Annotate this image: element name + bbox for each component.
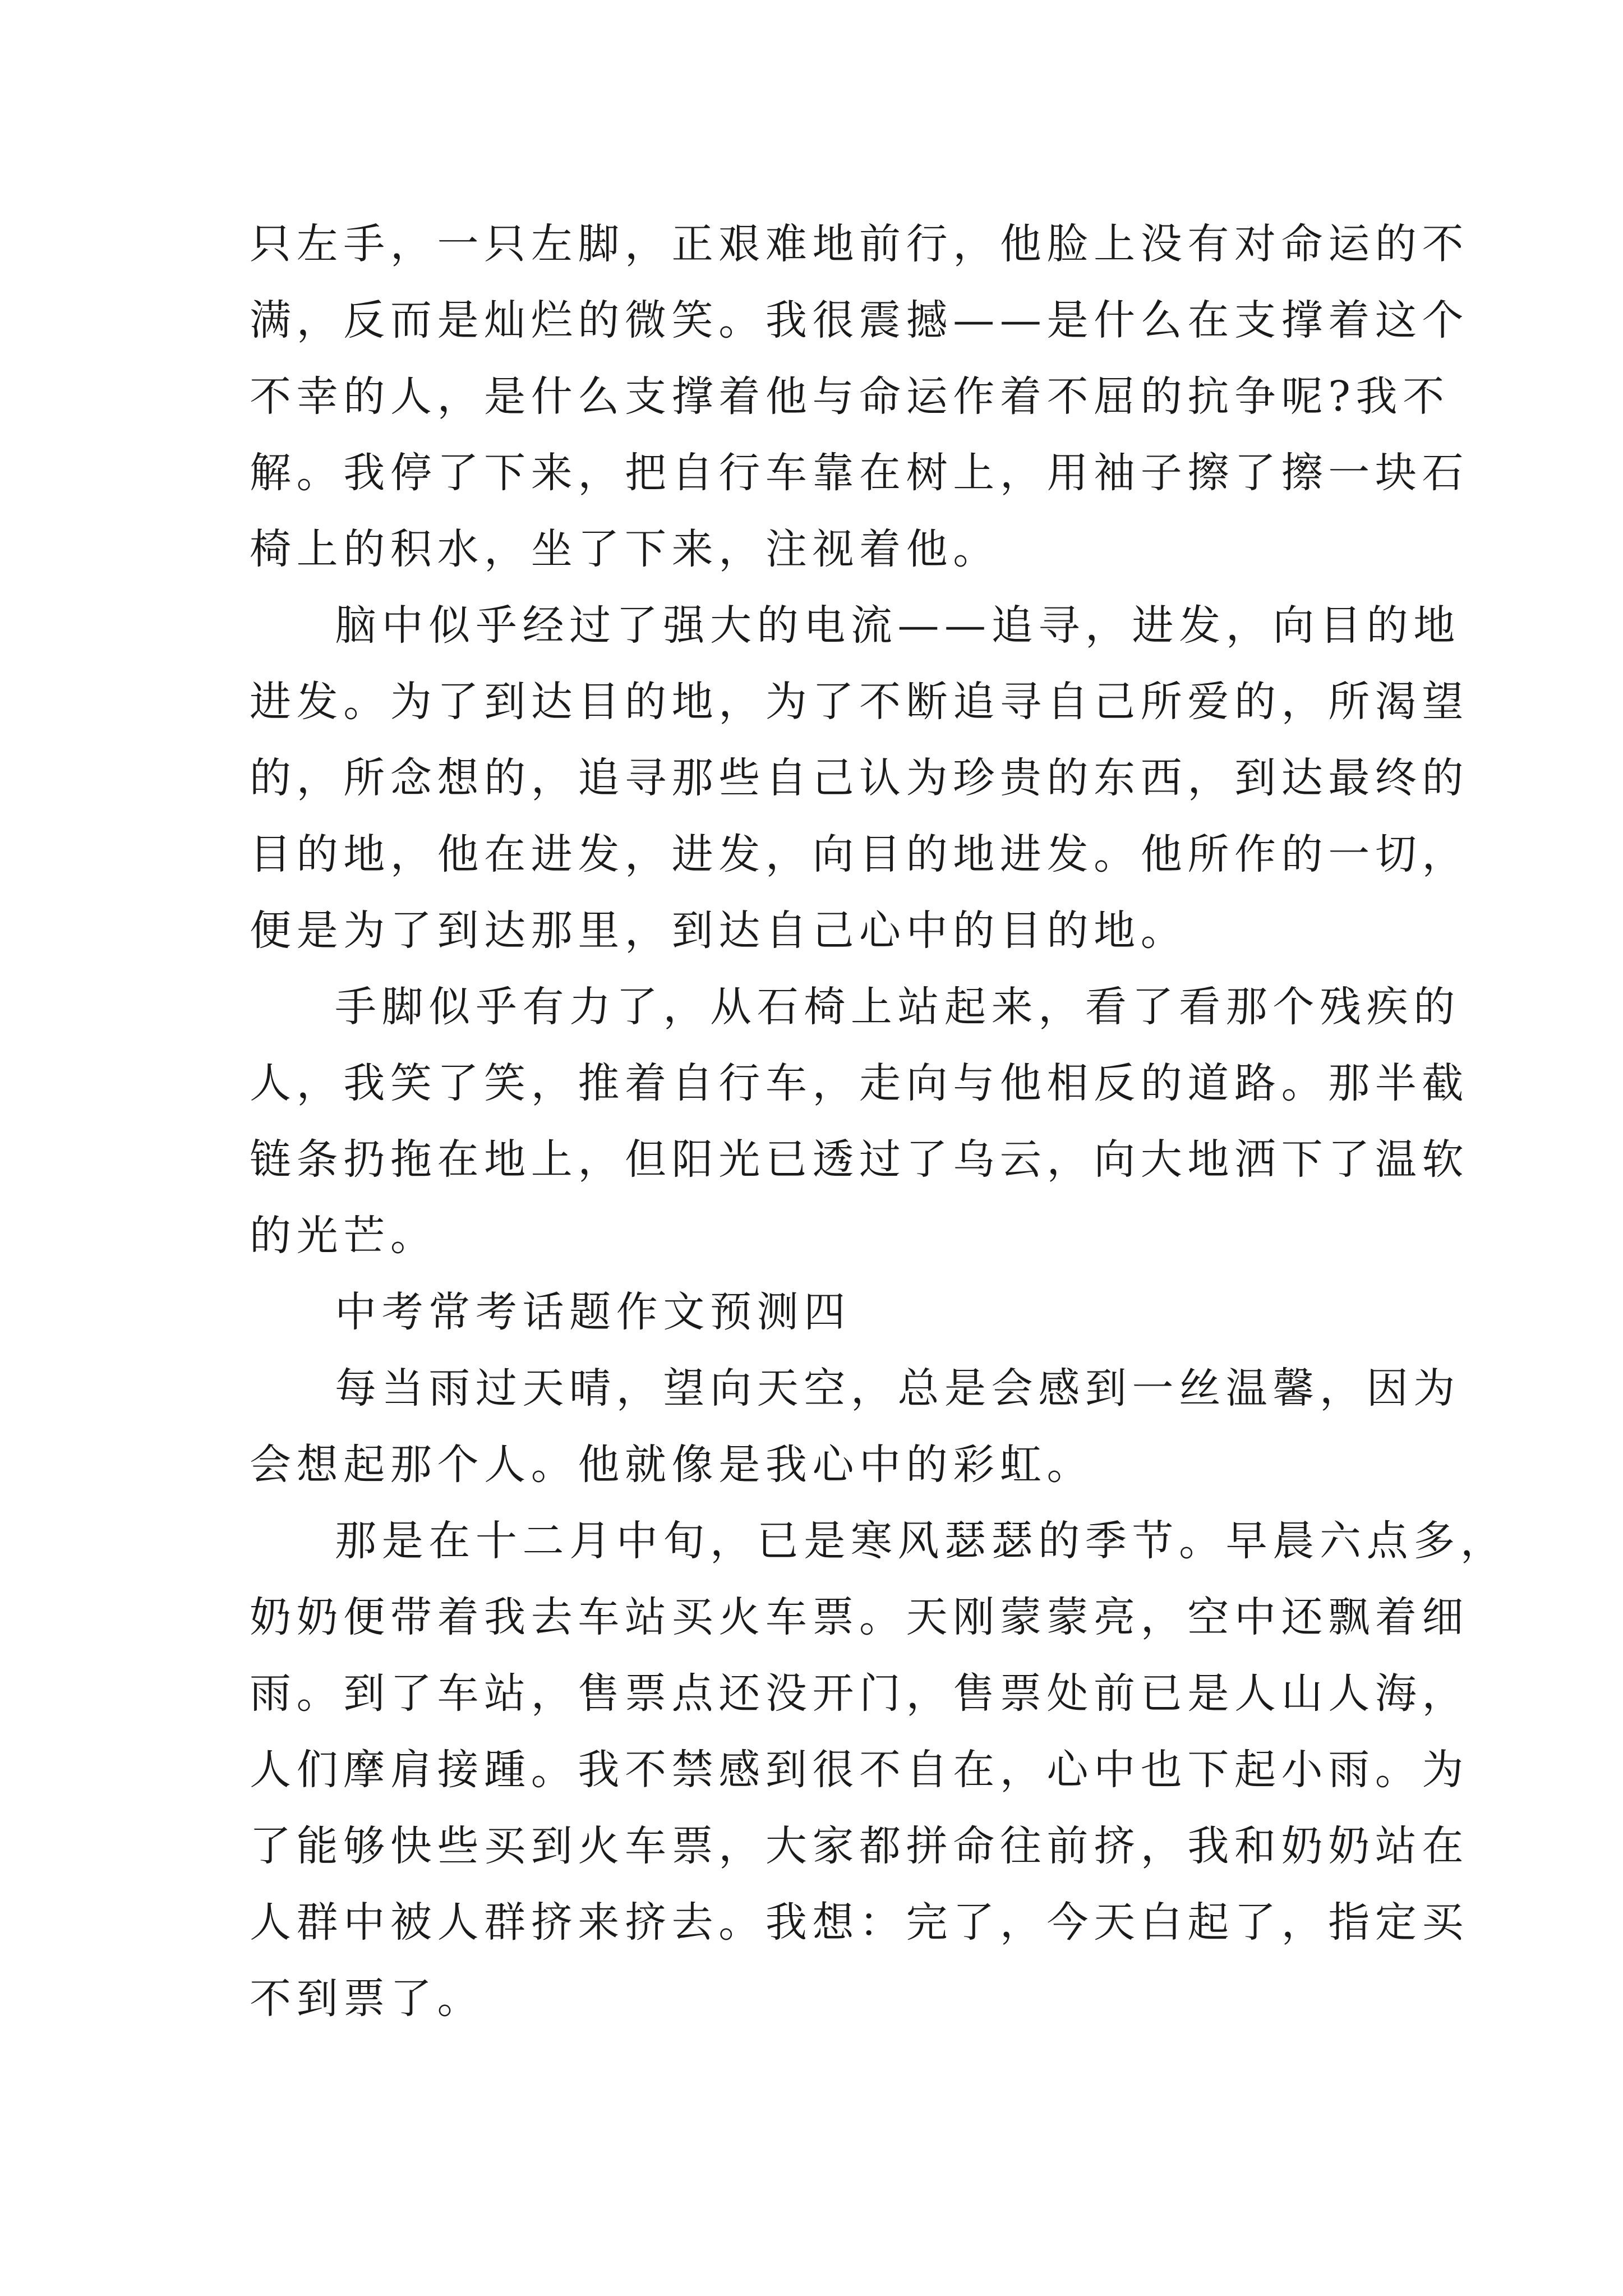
text-line: 会想起那个人。他就像是我心中的彩虹。 — [250, 1441, 1094, 1489]
text-line: 便是为了到达那里，到达自己心中的目的地。 — [250, 907, 1188, 955]
text-line: 进发。为了到达目的地，为了不断追寻自己所爱的，所渴望 — [250, 678, 1469, 726]
text-line: 解。我停了下来，把自行车靠在树上，用袖子擦了擦一块石 — [250, 449, 1469, 497]
paragraph-first-line: 手脚似乎有力了，从石椅上站起来，看了看那个残疾的 — [335, 983, 1460, 1031]
paragraph-first-line: 每当雨过天晴，望向天空，总是会感到一丝温馨，因为 — [335, 1364, 1460, 1412]
text-line: 人们摩肩接踵。我不禁感到很不自在，心中也下起小雨。为 — [250, 1746, 1469, 1794]
text-line: 不幸的人，是什么支撑着他与命运作着不屈的抗争呢?我不 — [250, 372, 1450, 421]
text-line: 的，所念想的，追寻那些自己认为珍贵的东西，到达最终的 — [250, 754, 1469, 802]
text-line: 奶奶便带着我去车站买火车票。天刚蒙蒙亮，空中还飘着细 — [250, 1593, 1469, 1641]
text-line: 不到票了。 — [250, 1975, 485, 2023]
paragraph-first-line: 脑中似乎经过了强大的电流——追寻，进发，向目的地 — [335, 601, 1460, 650]
text-line: 满，反而是灿烂的微笑。我很震撼——是什么在支撑着这个 — [250, 296, 1469, 344]
text-line: 的光芒。 — [250, 1212, 437, 1260]
text-line: 目的地，他在进发，进发，向目的地进发。他所作的一切， — [250, 830, 1469, 878]
text-line: 只左手，一只左脚，正艰难地前行，他脸上没有对命运的不 — [250, 220, 1469, 268]
text-line: 雨。到了车站，售票点还没开门，售票处前已是人山人海， — [250, 1669, 1469, 1718]
text-line: 了能够快些买到火车票，大家都拼命往前挤，我和奶奶站在 — [250, 1822, 1469, 1870]
text-line: 人，我笑了笑，推着自行车，走向与他相反的道路。那半截 — [250, 1059, 1469, 1107]
paragraph-first-line: 那是在十二月中旬，已是寒风瑟瑟的季节。早晨六点多， — [335, 1517, 1507, 1565]
section-heading: 中考常考话题作文预测四 — [335, 1288, 851, 1336]
text-line: 椅上的积水，坐了下来，注视着他。 — [250, 525, 1000, 573]
text-line: 链条扔拖在地上，但阳光已透过了乌云，向大地洒下了温软 — [250, 1135, 1469, 1184]
text-line: 人群中被人群挤来挤去。我想：完了，今天白起了，指定买 — [250, 1898, 1469, 1947]
